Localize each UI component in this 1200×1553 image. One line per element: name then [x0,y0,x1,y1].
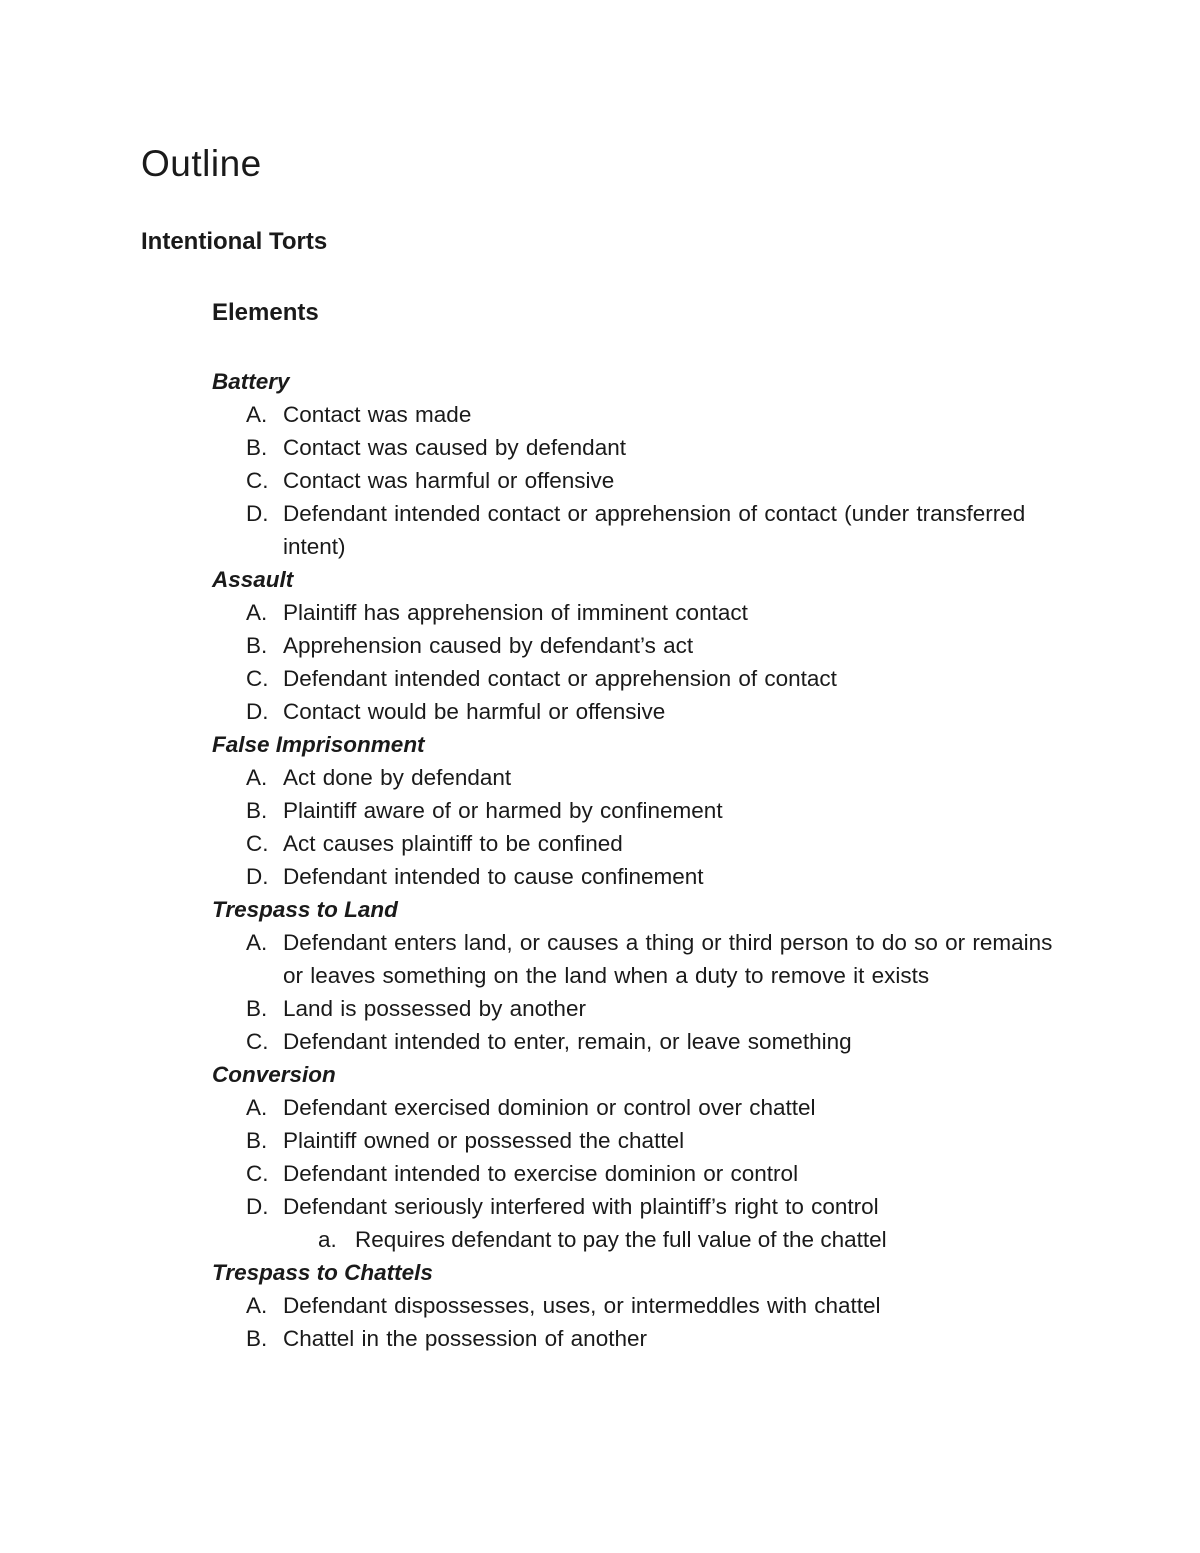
list-marker: A. [246,402,268,427]
list-item-text: Defendant seriously interfered with plaintiff’s right to control [283,1194,879,1219]
section-heading: Trespass to Land [212,897,398,922]
list-item-text: Contact was harmful or offensive [283,468,615,493]
list-marker: B. [246,1128,268,1153]
elements-body [212,365,1072,1355]
list-item-text: Contact was made [283,402,472,427]
list-item-text: Defendant intended to cause confinement [283,864,704,889]
list-item-text: Act causes plaintiff to be confined [283,831,623,856]
sub-list-item [212,1223,1072,1256]
list-marker: D. [246,501,269,526]
heading-elements: Elements [212,299,319,326]
list-item-text: Defendant intended contact or apprehension of contact (under transferred intent) [283,501,1026,559]
list-marker: B. [246,435,268,460]
list-item [212,860,1072,893]
list-marker: C. [246,1161,269,1186]
section-assault [212,563,1072,728]
sub-list-marker: a. [318,1227,337,1252]
list-item [212,827,1072,860]
list-item-text: Contact was caused by defendant [283,435,626,460]
list-item [212,1322,1072,1355]
list-item [212,1025,1072,1058]
list-item-text: Defendant dispossesses, uses, or intermeddles with chattel [283,1293,881,1318]
list-item [212,662,1072,695]
list-item [212,398,1072,431]
list-marker: C. [246,1029,269,1054]
list-marker: A. [246,930,268,955]
heading-intentional-torts: Intentional Torts [141,228,328,255]
list-item [212,761,1072,794]
list-item [212,596,1072,629]
list-item [212,431,1072,464]
list-marker: C. [246,831,269,856]
section-trespass-to-land [212,893,1072,1058]
list-marker: A. [246,600,268,625]
list-marker: A. [246,765,268,790]
list-item [212,629,1072,662]
section-false-imprisonment [212,728,1072,893]
list-item [212,794,1072,827]
section-heading: Assault [212,567,294,592]
section-battery [212,365,1072,563]
list-item-text: Defendant enters land, or causes a thing or third person to do so or remains or leaves something on the land when a duty to remove it exists [283,930,1053,988]
list-item [212,992,1072,1025]
list-marker: D. [246,864,269,889]
list-item [212,926,1072,992]
list-item-text: Act done by defendant [283,765,512,790]
section-heading: Trespass to Chattels [212,1260,433,1285]
list-item-text: Apprehension caused by defendant’s act [283,633,694,658]
list-marker: A. [246,1095,268,1120]
list-marker: D. [246,1194,269,1219]
list-marker: A. [246,1293,268,1318]
list-item [212,695,1072,728]
list-marker: C. [246,468,269,493]
list-item [212,497,1072,563]
list-item-text: Chattel in the possession of another [283,1326,647,1351]
list-item [212,1190,1072,1223]
section-conversion [212,1058,1072,1256]
list-item [212,1124,1072,1157]
list-item-text: Land is possessed by another [283,996,586,1021]
section-heading: Battery [212,369,290,394]
list-marker: B. [246,996,268,1021]
list-item-text: Defendant intended to exercise dominion or control [283,1161,799,1186]
list-item-text: Defendant exercised dominion or control over chattel [283,1095,816,1120]
list-item-text: Defendant intended contact or apprehension of contact [283,666,837,691]
sub-list-item-text: Requires defendant to pay the full value of the chattel [355,1227,887,1252]
list-marker: C. [246,666,269,691]
list-item [212,1157,1072,1190]
section-heading: Conversion [212,1062,336,1087]
list-item-text: Plaintiff aware of or harmed by confinement [283,798,723,823]
list-marker: D. [246,699,269,724]
list-marker: B. [246,798,268,823]
list-marker: B. [246,1326,268,1351]
list-item [212,464,1072,497]
list-marker: B. [246,633,268,658]
list-item-text: Plaintiff has apprehension of imminent contact [283,600,748,625]
section-heading: False Imprisonment [212,732,425,757]
list-item [212,1091,1072,1124]
list-item-text: Plaintiff owned or possessed the chattel [283,1128,685,1153]
list-item-text: Contact would be harmful or offensive [283,699,666,724]
document-title: Outline [141,143,262,184]
list-item [212,1289,1072,1322]
list-item-text: Defendant intended to enter, remain, or leave something [283,1029,852,1054]
section-trespass-to-chattels [212,1256,1072,1355]
